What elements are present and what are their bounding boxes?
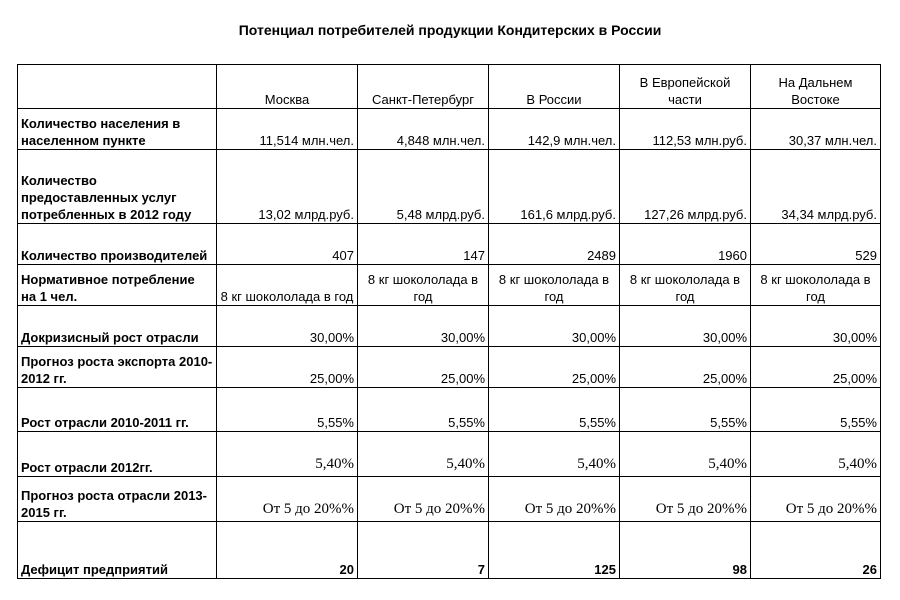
table-cell: 8 кг шокололада в год [489, 265, 620, 306]
table-cell: 30,00% [489, 306, 620, 347]
header-cell-far-east: На Дальнем Востоке [751, 65, 881, 109]
table-cell: От 5 до 20%% [489, 477, 620, 522]
table-cell: От 5 до 20%% [620, 477, 751, 522]
table-row [18, 522, 881, 579]
table-cell: 13,02 млрд.руб. [217, 150, 358, 224]
row-label: Дефицит предприятий [18, 522, 217, 579]
table-cell: 30,37 млн.чел. [751, 109, 881, 150]
header-cell-corner [18, 65, 217, 109]
table-cell: 5,55% [217, 388, 358, 432]
table-cell: 5,40% [217, 432, 358, 477]
table-cell: 407 [217, 224, 358, 265]
table-cell: 30,00% [751, 306, 881, 347]
table-cell: От 5 до 20%% [751, 477, 881, 522]
table-cell: 529 [751, 224, 881, 265]
table-cell: 2489 [489, 224, 620, 265]
table-cell: 5,55% [751, 388, 881, 432]
table-row [18, 265, 881, 306]
row-label: Прогноз роста экспорта 2010-2012 гг. [18, 347, 217, 388]
row-label: Количество предоставленных услуг потребленных в 2012 году [18, 150, 217, 224]
table-cell: 5,55% [358, 388, 489, 432]
row-label: Количество производителей [18, 224, 217, 265]
table-row [18, 224, 881, 265]
table-cell: 5,55% [620, 388, 751, 432]
table-cell: 8 кг шокололада в год [217, 265, 358, 306]
table-cell: 20 [217, 522, 358, 579]
table-cell: 147 [358, 224, 489, 265]
table-row [18, 306, 881, 347]
table-cell: 7 [358, 522, 489, 579]
table-cell: От 5 до 20%% [358, 477, 489, 522]
header-row [18, 65, 881, 109]
table-cell: 5,40% [620, 432, 751, 477]
table-cell: 25,00% [489, 347, 620, 388]
header-cell-european: В Европейской части [620, 65, 751, 109]
table-title: Потенциал потребителей продукции Кондитерских в России [238, 22, 662, 38]
row-label: Докризисный рост отрасли [18, 306, 217, 347]
table-cell: 98 [620, 522, 751, 579]
table-cell: 25,00% [217, 347, 358, 388]
table-cell: От 5 до 20%% [217, 477, 358, 522]
header-cell-russia: В России [489, 65, 620, 109]
table-cell: 125 [489, 522, 620, 579]
table-cell: 8 кг шокололада в год [358, 265, 489, 306]
table-cell: 8 кг шокололада в год [620, 265, 751, 306]
table-cell: 161,6 млрд.руб. [489, 150, 620, 224]
row-label: Количество населения в населенном пункте [18, 109, 217, 150]
row-label: Рост отрасли 2010-2011 гг. [18, 388, 217, 432]
consumer-potential-table [17, 64, 881, 579]
header-cell-moscow: Москва [217, 65, 358, 109]
table-cell: 25,00% [620, 347, 751, 388]
table-cell: 5,55% [489, 388, 620, 432]
row-label: Рост отрасли 2012гг. [18, 432, 217, 477]
table-cell: 127,26 млрд.руб. [620, 150, 751, 224]
table-cell: 4,848 млн.чел. [358, 109, 489, 150]
table-cell: 5,40% [358, 432, 489, 477]
table-row [18, 388, 881, 432]
table-row [18, 347, 881, 388]
table-cell: 5,40% [751, 432, 881, 477]
table-cell: 30,00% [358, 306, 489, 347]
table-cell: 25,00% [751, 347, 881, 388]
table-cell: 30,00% [217, 306, 358, 347]
row-label: Нормативное потребление на 1 чел. [18, 265, 217, 306]
table-cell: 1960 [620, 224, 751, 265]
table-cell: 142,9 млн.чел. [489, 109, 620, 150]
header-cell-spb: Санкт-Петербург [358, 65, 489, 109]
table-row [18, 477, 881, 522]
table-cell: 30,00% [620, 306, 751, 347]
table-cell: 112,53 млн.руб. [620, 109, 751, 150]
row-label: Прогноз роста отрасли 2013-2015 гг. [18, 477, 217, 522]
table-cell: 25,00% [358, 347, 489, 388]
table-cell: 34,34 млрд.руб. [751, 150, 881, 224]
table-cell: 5,40% [489, 432, 620, 477]
table-cell: 5,48 млрд.руб. [358, 150, 489, 224]
table-cell: 11,514 млн.чел. [217, 109, 358, 150]
table-row [18, 150, 881, 224]
table-cell: 8 кг шокололада в год [751, 265, 881, 306]
table-cell: 26 [751, 522, 881, 579]
table-row [18, 432, 881, 477]
table-row [18, 109, 881, 150]
